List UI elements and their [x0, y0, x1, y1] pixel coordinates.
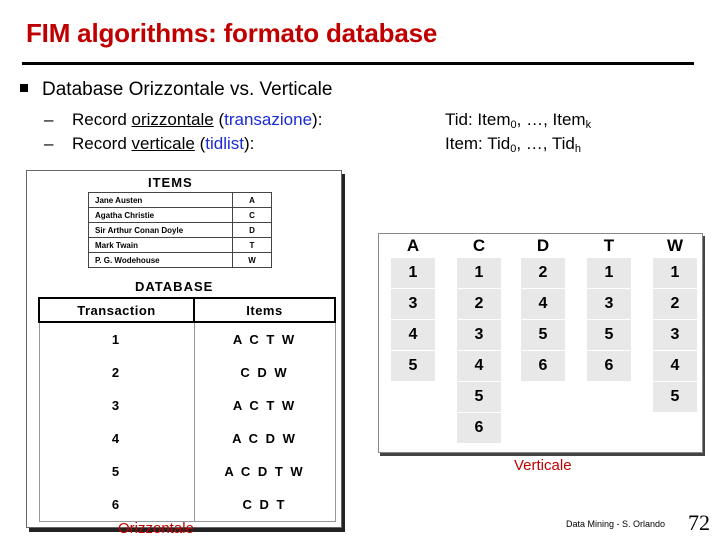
tid-cell: 4	[391, 320, 435, 351]
sub-close: ):	[243, 134, 255, 153]
page-number: 72	[688, 510, 710, 535]
database-title: DATABASE	[135, 279, 214, 294]
tid-cell: 6	[457, 413, 501, 444]
tid-cell: 1	[457, 258, 501, 289]
item-code: T	[233, 238, 272, 253]
sub-blue-word: tidlist	[205, 134, 244, 153]
tid-cell: 4	[653, 351, 697, 382]
tid-cell: 4	[39, 422, 194, 455]
label-orizzontale: Orizzontale	[118, 520, 194, 537]
tidlist-cells	[521, 258, 565, 382]
tidlist-column-A	[391, 236, 435, 382]
desc-a-sub: 0	[510, 143, 517, 155]
tidlist-cells	[653, 258, 697, 413]
tidlist-column-T	[587, 236, 631, 382]
main-bullet	[20, 79, 332, 101]
sub-prefix: Record	[72, 110, 132, 129]
sub-bullet-vertical	[44, 134, 254, 154]
tid-cell: 3	[39, 389, 194, 422]
desc-a: Item: Tid	[445, 134, 511, 153]
tid-cell: 3	[457, 320, 501, 351]
tid-cell: 4	[457, 351, 501, 382]
item-code: C	[233, 208, 272, 223]
item-name: Agatha Christie	[89, 208, 233, 223]
dash: –	[44, 134, 54, 153]
tid-cell: 2	[521, 258, 565, 289]
sub-desc-horizontal	[445, 110, 591, 131]
slide-title: FIM algorithms: formato database	[26, 18, 438, 48]
items-cell: A C D W	[194, 422, 335, 455]
tid-cell: 5	[391, 351, 435, 382]
sub-prefix: Record	[72, 134, 132, 153]
tidlist-cells	[587, 258, 631, 382]
item-name: Mark Twain	[89, 238, 233, 253]
items-cell: C D T	[194, 488, 335, 522]
desc-b-sub: k	[585, 119, 592, 131]
item-name: Sir Arthur Conan Doyle	[89, 223, 233, 238]
tidlist-column-C	[457, 236, 501, 444]
desc-b: , …, Tid	[516, 134, 575, 153]
items-row	[89, 208, 272, 223]
tid-cell: 1	[587, 258, 631, 289]
transaction-header: Transaction	[39, 298, 194, 322]
tidlist-cells	[457, 258, 501, 444]
tid-cell: 6	[521, 351, 565, 382]
items-header: Items	[194, 298, 335, 322]
tid-cell: 5	[587, 320, 631, 351]
bullet-square-icon	[20, 84, 28, 92]
sub-bullet-horizontal	[44, 110, 322, 130]
sub-open: (	[194, 134, 206, 153]
tid-cell: 5	[521, 320, 565, 351]
items-cell: A C D T W	[194, 455, 335, 488]
items-row	[89, 238, 272, 253]
items-row	[89, 193, 272, 208]
footer-credit: Data Mining - S. Orlando	[566, 519, 666, 529]
table-row	[39, 322, 335, 356]
tidlist-header: D	[536, 236, 550, 255]
items-title: ITEMS	[148, 175, 193, 190]
items-cell: A C T W	[194, 389, 335, 422]
tidlist-column-W	[653, 236, 697, 413]
item-name: Jane Austen	[89, 193, 233, 208]
table-row	[39, 488, 335, 522]
sub-underlined: orizzontale	[131, 110, 214, 129]
table-row	[39, 455, 335, 488]
desc-b-sub: h	[574, 143, 582, 155]
table-row	[39, 422, 335, 455]
items-cell: A C T W	[194, 322, 335, 356]
tid-cell: 3	[653, 320, 697, 351]
item-code: A	[233, 193, 272, 208]
sub-close: ):	[312, 110, 323, 129]
dash: –	[44, 110, 54, 129]
tid-cell: 2	[39, 356, 194, 389]
tidlist-header: C	[472, 236, 486, 255]
sub-desc-vertical	[445, 134, 581, 155]
tidlist-header: A	[406, 236, 420, 255]
tid-cell: 3	[587, 289, 631, 320]
tid-cell: 1	[391, 258, 435, 289]
item-code: D	[233, 223, 272, 238]
vertical-db-figure	[378, 233, 703, 453]
sub-underlined: verticale	[131, 134, 195, 153]
tid-cell: 1	[653, 258, 697, 289]
item-code: W	[233, 253, 272, 268]
tid-cell: 5	[653, 382, 697, 413]
transaction-table	[38, 297, 336, 522]
sub-blue-word: transazione	[224, 110, 313, 129]
tid-cell: 5	[457, 382, 501, 413]
sub-open: (	[213, 110, 225, 129]
desc-a: Tid: Item	[445, 110, 511, 129]
tid-cell: 5	[39, 455, 194, 488]
tid-cell: 4	[521, 289, 565, 320]
tid-cell: 3	[391, 289, 435, 320]
tid-cell: 2	[653, 289, 697, 320]
items-cell: C D W	[194, 356, 335, 389]
table-row	[39, 356, 335, 389]
items-row	[89, 253, 272, 268]
item-name: P. G. Wodehouse	[89, 253, 233, 268]
label-verticale: Verticale	[514, 457, 572, 474]
desc-a-sub: 0	[510, 119, 517, 131]
title-rule	[22, 62, 694, 65]
tid-cell: 1	[39, 322, 194, 356]
table-row	[39, 389, 335, 422]
items-row	[89, 223, 272, 238]
items-table	[88, 192, 272, 268]
desc-b: , …, Item	[516, 110, 586, 129]
tidlist-header: T	[603, 236, 615, 255]
tidlist-header: W	[666, 236, 684, 255]
tidlist-cells	[391, 258, 435, 382]
main-bullet-text: Database Orizzontale vs. Verticale	[42, 79, 333, 100]
tidlist-column-D	[521, 236, 565, 382]
tid-cell: 6	[587, 351, 631, 382]
tid-cell: 6	[39, 488, 194, 522]
tid-cell: 2	[457, 289, 501, 320]
